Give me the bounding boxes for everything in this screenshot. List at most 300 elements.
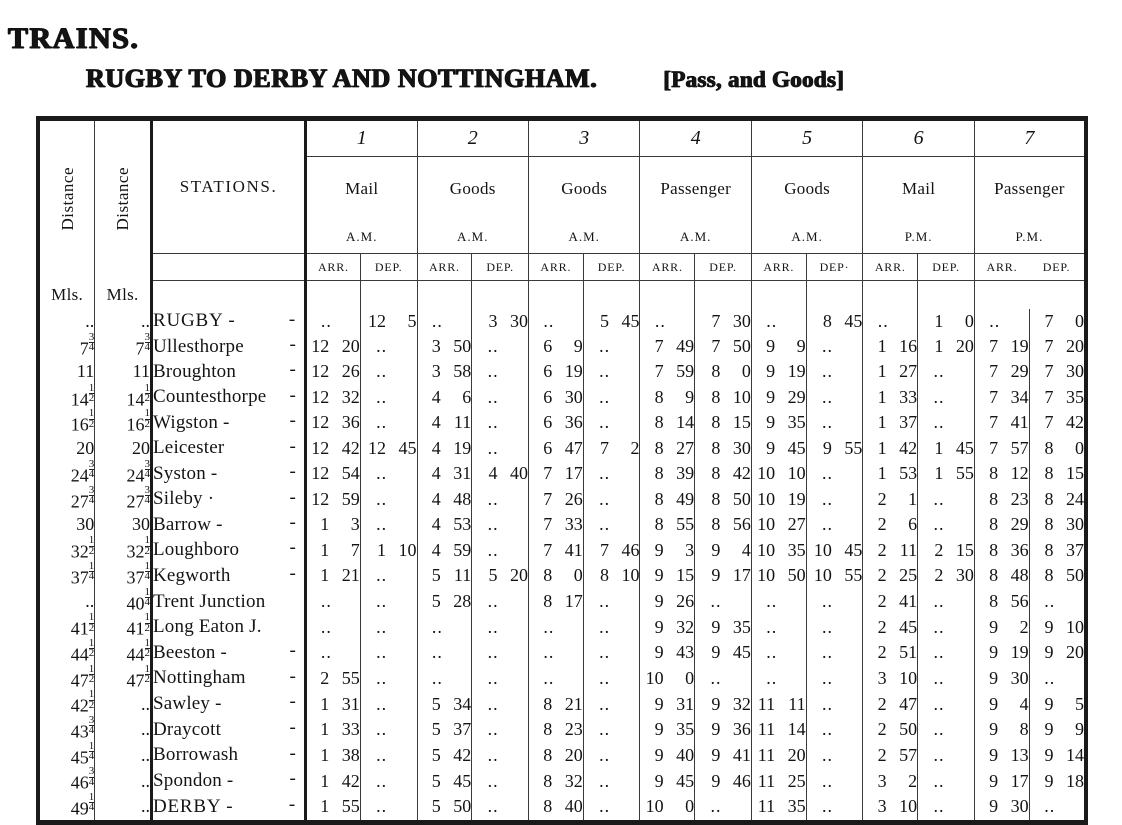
- departure-time-cell-7: 7 20: [1029, 334, 1086, 360]
- page-header: [0, 0, 1122, 108]
- arrival-time-cell-6: 3 2: [863, 768, 918, 794]
- distance-1-cell: 37 $\frac{1}{4}$: [38, 563, 95, 589]
- distance-1-cell: ..: [38, 309, 95, 334]
- arr-header-1: ARR.: [306, 254, 361, 281]
- arr-dep-row: [38, 254, 1086, 281]
- table-row: [38, 717, 1086, 743]
- departure-time-cell-4: ..: [695, 589, 752, 615]
- departure-time-cell-5: ..: [806, 666, 863, 692]
- departure-time-cell-3: ..: [583, 359, 640, 384]
- arrival-time-cell-1: 12 42: [311, 437, 360, 458]
- train-number-3: 3: [528, 121, 639, 157]
- station-name-cell: Draycott -: [152, 717, 306, 743]
- units-spacer-6: [583, 281, 640, 309]
- station-name: DERBY -: [153, 795, 234, 817]
- departure-time-cell-7: 7 30: [1029, 359, 1086, 384]
- departure-time-cell-3: ..: [583, 717, 640, 743]
- timetable-container: [36, 116, 1088, 825]
- departure-time-cell-6: 1 45: [918, 436, 975, 461]
- arrival-time-cell-6: 2 25: [863, 563, 918, 589]
- departure-time-cell-3: ..: [583, 743, 640, 769]
- departure-time-cell-6: 1 0: [918, 309, 975, 334]
- units-spacer-8: [695, 281, 752, 309]
- departure-time-cell-4: 7 50: [695, 334, 752, 360]
- arrival-time-cell-1: 1 38: [320, 744, 360, 765]
- departure-time-cell-6: ..: [918, 717, 975, 743]
- departure-time-cell-1: 12 5: [360, 309, 417, 334]
- units-spacer-5: [528, 281, 583, 309]
- arrival-time-cell-2: ..: [417, 614, 472, 640]
- table-row: [38, 768, 1086, 794]
- departure-time-cell-3: 7 2: [583, 436, 640, 461]
- arrival-time-cell-4: 9 26: [640, 589, 695, 615]
- arrival-time-cell-7: 7 41: [974, 410, 1029, 436]
- departure-time-cell-3: ..: [583, 589, 640, 615]
- departure-time-cell-7: 8 37: [1029, 537, 1086, 563]
- station-name: Loughboro: [153, 539, 240, 561]
- arrival-time-cell-5: ..: [751, 589, 806, 615]
- arrival-time-cell-4: 8 39: [640, 461, 695, 487]
- station-name-cell: Nottingham -: [152, 666, 306, 692]
- table-row: [38, 589, 1086, 615]
- arrival-time-cell-4: 9 15: [640, 563, 695, 589]
- departure-time-cell-3: ..: [583, 768, 640, 794]
- arrival-time-cell-5: 11 11: [751, 691, 806, 717]
- departure-time-cell-2: ..: [472, 768, 529, 794]
- departure-time-cell-2: ..: [472, 537, 529, 563]
- departure-time-cell-5: ..: [806, 743, 863, 769]
- distance-1-cell: 27 $\frac{3}{4}$: [38, 487, 95, 513]
- table-bottom-rule: [36, 820, 1088, 825]
- arrival-time-cell-5: 10 50: [751, 563, 806, 589]
- departure-time-cell-4: 8 15: [695, 410, 752, 436]
- arrival-time-cell-1: ..: [320, 616, 332, 637]
- arrival-time-cell-6: 1 33: [863, 385, 918, 411]
- units-spacer-2: [360, 281, 417, 309]
- arrival-time-cell-3: 7 17: [528, 461, 583, 487]
- distance-2-cell: 32 $\frac{1}{2}$: [95, 537, 152, 563]
- station-name: Ullesthorpe: [153, 335, 244, 357]
- departure-time-cell-3: ..: [583, 410, 640, 436]
- arrival-time-cell-7: 8 56: [974, 589, 1029, 615]
- departure-time-cell-4: 9 41: [695, 743, 752, 769]
- arrival-time-cell-5: 10 10: [751, 461, 806, 487]
- arrival-time-cell-3: 8 40: [528, 794, 583, 820]
- departure-time-cell-4: ..: [695, 666, 752, 692]
- station-name-cell: Broughton -: [152, 359, 306, 384]
- timetable: [36, 121, 1088, 820]
- table-row: [38, 309, 1086, 334]
- arrival-time-cell-4: 9 40: [640, 743, 695, 769]
- arrival-time-cell-5: ..: [751, 614, 806, 640]
- station-name: Beeston -: [153, 641, 228, 663]
- arrival-time-cell-3: 6 9: [528, 334, 583, 360]
- distance-1-cell: 41 $\frac{1}{2}$: [38, 614, 95, 640]
- station-name: Leicester: [153, 437, 225, 459]
- train-number-6: 6: [863, 121, 974, 157]
- arrival-time-cell-5: 10 19: [751, 487, 806, 513]
- distance-2-cell: 14 $\frac{1}{2}$: [95, 385, 152, 411]
- distance-1-cell: 11: [38, 359, 95, 384]
- departure-time-cell-5: ..: [806, 334, 863, 360]
- station-name-cell: DERBY - -: [152, 794, 306, 820]
- dep-header-3: DEP.: [583, 254, 640, 281]
- departure-time-cell-6: ..: [918, 794, 975, 820]
- departure-time-cell-1: ..: [360, 614, 417, 640]
- station-name: Draycott: [153, 718, 222, 740]
- departure-time-cell-2: ..: [472, 589, 529, 615]
- dep-header-2: DEP.: [472, 254, 529, 281]
- station-name-cell: [152, 589, 306, 615]
- train-period-1: A.M.: [306, 220, 417, 253]
- units-row-stations-spacer: [152, 281, 306, 309]
- arrival-time-cell-2: 4 31: [417, 461, 472, 487]
- departure-time-cell-4: 9 17: [695, 563, 752, 589]
- arrival-time-cell-6: 3 10: [863, 666, 918, 692]
- arrival-time-cell-4: 9 31: [640, 691, 695, 717]
- table-row: [38, 512, 1086, 537]
- station-name: Wigston -: [153, 411, 230, 433]
- distance-1-cell: ..: [38, 589, 95, 615]
- distance-1-cell: 20: [38, 436, 95, 461]
- departure-time-cell-5: 8 45: [806, 309, 863, 334]
- departure-time-cell-4: 8 10: [695, 385, 752, 411]
- station-name-cell: Kegworth -: [152, 563, 306, 589]
- units-spacer-13: [974, 281, 1029, 309]
- departure-time-cell-7: 7 0: [1029, 309, 1086, 334]
- departure-time-cell-2: 5 20: [472, 563, 529, 589]
- distance-1-cell: 44 $\frac{1}{2}$: [38, 640, 95, 666]
- departure-time-cell-5: ..: [806, 717, 863, 743]
- arr-header-2: ARR.: [417, 254, 472, 281]
- arrival-time-cell-7: 9 30: [974, 666, 1029, 692]
- arrival-time-cell-3: 6 36: [528, 410, 583, 436]
- arr-header-7: ARR.: [974, 254, 1029, 281]
- arrival-time-cell-4: 8 55: [640, 512, 695, 537]
- distance-header-1-label: Distance: [57, 166, 77, 230]
- departure-time-cell-2: ..: [472, 614, 529, 640]
- departure-time-cell-3: 8 10: [583, 563, 640, 589]
- arrival-time-cell-4: 10 0: [640, 666, 695, 692]
- station-name-cell: Barrow - -: [152, 512, 306, 537]
- arrival-time-cell-5: ..: [751, 666, 806, 692]
- departure-time-cell-5: ..: [806, 589, 863, 615]
- departure-time-cell-6: 2 30: [918, 563, 975, 589]
- arrival-time-cell-3: 8 0: [528, 563, 583, 589]
- arrival-time-cell-4: 9 32: [640, 614, 695, 640]
- arrival-time-cell-2: 4 59: [417, 537, 472, 563]
- departure-time-cell-2: ..: [472, 743, 529, 769]
- train-number-1: 1: [306, 121, 417, 157]
- distance-2-cell: ..: [95, 743, 152, 769]
- distance-2-cell: 7 $\frac{3}{4}$: [95, 334, 152, 360]
- arrival-time-cell-1: 1 7: [320, 539, 360, 560]
- table-row: [38, 563, 1086, 589]
- departure-time-cell-6: ..: [918, 487, 975, 513]
- arrival-time-cell-7: 8 12: [974, 461, 1029, 487]
- train-type-4: Passenger: [640, 157, 751, 220]
- departure-time-cell-6: 1 55: [918, 461, 975, 487]
- units-row: [38, 281, 1086, 309]
- table-row: [38, 537, 1086, 563]
- departure-time-cell-2: 3 30: [472, 309, 529, 334]
- distance-1-cell: 30: [38, 512, 95, 537]
- departure-time-cell-6: ..: [918, 512, 975, 537]
- arrival-time-cell-4: 7 49: [640, 334, 695, 360]
- table-row: [38, 691, 1086, 717]
- arrival-time-cell-3: 8 17: [528, 589, 583, 615]
- arrival-time-cell-2: 5 50: [417, 794, 472, 820]
- departure-time-cell-1: ..: [360, 794, 417, 820]
- arrival-time-cell-6: 2 47: [863, 691, 918, 717]
- departure-time-cell-1: ..: [360, 743, 417, 769]
- departure-time-cell-1: ..: [360, 410, 417, 436]
- arrival-time-cell-7: 8 36: [974, 537, 1029, 563]
- distance-2-cell: ..: [95, 309, 152, 334]
- arrival-time-cell-5: 9 9: [751, 334, 806, 360]
- departure-time-cell-5: ..: [806, 768, 863, 794]
- arrival-time-cell-7: 9 13: [974, 743, 1029, 769]
- distance-1-cell: 32 $\frac{1}{2}$: [38, 537, 95, 563]
- departure-time-cell-1: 1 10: [360, 537, 417, 563]
- distance-2-cell: ..: [95, 717, 152, 743]
- arrival-time-cell-1: 12 36: [311, 412, 360, 433]
- departure-time-cell-1: ..: [360, 563, 417, 589]
- arrival-time-cell-7: 9 19: [974, 640, 1029, 666]
- distance-2-cell: 20: [95, 436, 152, 461]
- departure-time-cell-5: 10 55: [806, 563, 863, 589]
- arrival-time-cell-3: ..: [528, 666, 583, 692]
- departure-time-cell-3: ..: [583, 794, 640, 820]
- arrival-time-cell-1: ..: [320, 642, 332, 663]
- train-period-4: A.M.: [640, 220, 751, 253]
- arrival-time-cell-3: 8 23: [528, 717, 583, 743]
- departure-time-cell-4: 8 30: [695, 436, 752, 461]
- train-number-row: [38, 121, 1086, 157]
- departure-time-cell-2: ..: [472, 640, 529, 666]
- arrival-time-cell-1: 1 21: [320, 565, 360, 586]
- departure-time-cell-6: 1 20: [918, 334, 975, 360]
- departure-time-cell-2: ..: [472, 717, 529, 743]
- departure-time-cell-2: ..: [472, 794, 529, 820]
- station-name-cell: Borrowash -: [152, 743, 306, 769]
- departure-time-cell-2: ..: [472, 666, 529, 692]
- station-name: Spondon -: [153, 770, 234, 792]
- departure-time-cell-7: 8 15: [1029, 461, 1086, 487]
- table-row: [38, 385, 1086, 411]
- station-name-cell: RUGBY - -: [152, 309, 306, 334]
- arrival-time-cell-1: 2 55: [320, 667, 360, 688]
- departure-time-cell-2: ..: [472, 410, 529, 436]
- distance-1-cell: 49 $\frac{1}{4}$: [38, 794, 95, 820]
- departure-time-cell-7: 8 30: [1029, 512, 1086, 537]
- departure-time-cell-6: ..: [918, 743, 975, 769]
- station-name-cell: Spondon - -: [152, 768, 306, 794]
- arrival-time-cell-4: 8 49: [640, 487, 695, 513]
- dep-header-6: DEP.: [918, 254, 975, 281]
- distance-2-cell: ..: [95, 794, 152, 820]
- train-period-6: P.M.: [863, 220, 974, 253]
- arrival-time-cell-1: 12 59: [311, 488, 360, 509]
- train-period-2: A.M.: [417, 220, 528, 253]
- arrival-time-cell-4: 8 9: [640, 385, 695, 411]
- distance-1-cell: 46 $\frac{3}{4}$: [38, 768, 95, 794]
- station-name: Nottingham: [153, 667, 246, 689]
- arrival-time-cell-6: 3 10: [863, 794, 918, 820]
- station-name-cell: Ullesthorpe -: [152, 334, 306, 360]
- table-row: [38, 614, 1086, 640]
- arrival-time-cell-4: 8 27: [640, 436, 695, 461]
- distance-1-cell: 45 $\frac{1}{4}$: [38, 743, 95, 769]
- stations-header-spacer: [152, 254, 306, 281]
- departure-time-cell-5: 10 45: [806, 537, 863, 563]
- distance-2-cell: 37 $\frac{1}{4}$: [95, 563, 152, 589]
- arrival-time-cell-3: ..: [528, 309, 583, 334]
- arrival-time-cell-1: 12 32: [311, 386, 360, 407]
- train-type-6: Mail: [863, 157, 974, 220]
- departure-time-cell-6: ..: [918, 359, 975, 384]
- arrival-time-cell-3: 8 21: [528, 691, 583, 717]
- arrival-time-cell-4: 9 45: [640, 768, 695, 794]
- distance-1-cell: 14 $\frac{1}{2}$: [38, 385, 95, 411]
- distance-2-cell: 41 $\frac{1}{2}$: [95, 614, 152, 640]
- arrival-time-cell-1: ..: [320, 310, 332, 331]
- departure-time-cell-1: ..: [360, 589, 417, 615]
- timetable-body: [38, 309, 1086, 820]
- departure-time-cell-7: ..: [1029, 794, 1086, 820]
- arr-header-4: ARR.: [640, 254, 695, 281]
- train-type-1: Mail: [345, 178, 379, 198]
- train-number-4: 4: [640, 121, 751, 157]
- departure-time-cell-7: ..: [1029, 589, 1086, 615]
- departure-time-cell-3: ..: [583, 487, 640, 513]
- departure-time-cell-7: 9 9: [1029, 717, 1086, 743]
- arrival-time-cell-4: 9 35: [640, 717, 695, 743]
- arr-header-6: ARR.: [863, 254, 918, 281]
- arrival-time-cell-6: 1 27: [863, 359, 918, 384]
- station-name: Barrow -: [153, 513, 223, 535]
- departure-time-cell-7: ..: [1029, 666, 1086, 692]
- route-header: [0, 64, 1100, 94]
- arrival-time-cell-4: ..: [640, 309, 695, 334]
- arrival-time-cell-7: 8 23: [974, 487, 1029, 513]
- station-name: RUGBY -: [153, 310, 236, 332]
- units-spacer-12: [918, 281, 975, 309]
- arrival-time-cell-7: 7 19: [974, 334, 1029, 360]
- arrival-time-cell-2: 4 48: [417, 487, 472, 513]
- distance-1-cell: 24 $\frac{3}{4}$: [38, 461, 95, 487]
- arrival-time-cell-5: 11 25: [751, 768, 806, 794]
- station-name-cell: Wigston - -: [152, 410, 306, 436]
- departure-time-cell-4: 8 50: [695, 487, 752, 513]
- departure-time-cell-3: 7 46: [583, 537, 640, 563]
- departure-time-cell-5: ..: [806, 512, 863, 537]
- arrival-time-cell-2: 5 42: [417, 743, 472, 769]
- departure-time-cell-6: ..: [918, 640, 975, 666]
- arrival-time-cell-3: ..: [528, 614, 583, 640]
- departure-time-cell-4: 9 35: [695, 614, 752, 640]
- distance-2-cell: 40 $\frac{1}{4}$: [95, 589, 152, 615]
- arrival-time-cell-5: 11 14: [751, 717, 806, 743]
- departure-time-cell-4: 8 56: [695, 512, 752, 537]
- arr-header-3: ARR.: [528, 254, 583, 281]
- departure-time-cell-6: ..: [918, 691, 975, 717]
- units-spacer-4: [472, 281, 529, 309]
- departure-time-cell-3: ..: [583, 385, 640, 411]
- arrival-time-cell-5: 9 45: [751, 436, 806, 461]
- departure-time-cell-4: 9 46: [695, 768, 752, 794]
- table-row: [38, 487, 1086, 513]
- page-title: TRAINS.: [8, 22, 140, 55]
- departure-time-cell-5: ..: [806, 359, 863, 384]
- station-name: Syston -: [153, 462, 218, 484]
- departure-time-cell-7: 9 18: [1029, 768, 1086, 794]
- departure-time-cell-7: 8 50: [1029, 563, 1086, 589]
- station-name: Sileby ·: [153, 488, 215, 510]
- arrival-time-cell-2: 5 34: [417, 691, 472, 717]
- departure-time-cell-2: ..: [472, 512, 529, 537]
- departure-time-cell-7: 7 42: [1029, 410, 1086, 436]
- departure-time-cell-3: ..: [583, 512, 640, 537]
- table-row: [38, 461, 1086, 487]
- arrival-time-cell-1: 12 54: [311, 463, 360, 484]
- arrival-time-cell-3: 7 26: [528, 487, 583, 513]
- arrival-time-cell-6: 1 42: [863, 436, 918, 461]
- departure-time-cell-1: ..: [360, 640, 417, 666]
- timetable-header: [38, 121, 1086, 309]
- departure-time-cell-2: ..: [472, 436, 529, 461]
- arrival-time-cell-2: ..: [417, 640, 472, 666]
- train-number-2: 2: [417, 121, 528, 157]
- arrival-time-cell-4: 7 59: [640, 359, 695, 384]
- arrival-time-cell-3: 8 20: [528, 743, 583, 769]
- arrival-time-cell-7: ..: [974, 309, 1029, 334]
- arrival-time-cell-6: 1 53: [863, 461, 918, 487]
- dep-header-1: DEP.: [360, 254, 417, 281]
- departure-time-cell-5: ..: [806, 461, 863, 487]
- distance-2-cell: 30: [95, 512, 152, 537]
- table-row: [38, 334, 1086, 360]
- departure-time-cell-2: ..: [472, 385, 529, 411]
- distance-1-cell: 16 $\frac{1}{2}$: [38, 410, 95, 436]
- departure-time-cell-5: ..: [806, 487, 863, 513]
- arrival-time-cell-6: 2 51: [863, 640, 918, 666]
- arrival-time-cell-4: 10 0: [640, 794, 695, 820]
- arrival-time-cell-2: 4 11: [417, 410, 472, 436]
- arrival-time-cell-4: 9 3: [640, 537, 695, 563]
- station-name: Kegworth: [153, 564, 231, 586]
- arrival-time-cell-5: 11 20: [751, 743, 806, 769]
- mls-header-2: Mls.: [95, 281, 152, 309]
- arrival-time-cell-2: ..: [417, 666, 472, 692]
- departure-time-cell-2: ..: [472, 691, 529, 717]
- arrival-time-cell-1: ..: [320, 591, 332, 612]
- departure-time-cell-5: ..: [806, 794, 863, 820]
- departure-time-cell-1: ..: [360, 717, 417, 743]
- departure-time-cell-7: 8 24: [1029, 487, 1086, 513]
- departure-time-cell-1: ..: [360, 359, 417, 384]
- dep-header-4: DEP.: [695, 254, 752, 281]
- train-type-7: Passenger: [974, 157, 1086, 220]
- arrival-time-cell-3: 6 19: [528, 359, 583, 384]
- departure-time-cell-4: 8 0: [695, 359, 752, 384]
- distance-2-cell: ..: [95, 691, 152, 717]
- departure-time-cell-6: ..: [918, 410, 975, 436]
- departure-time-cell-5: ..: [806, 640, 863, 666]
- arrival-time-cell-4: 8 14: [640, 410, 695, 436]
- arrival-time-cell-2: 3 58: [417, 359, 472, 384]
- arrival-time-cell-7: 9 17: [974, 768, 1029, 794]
